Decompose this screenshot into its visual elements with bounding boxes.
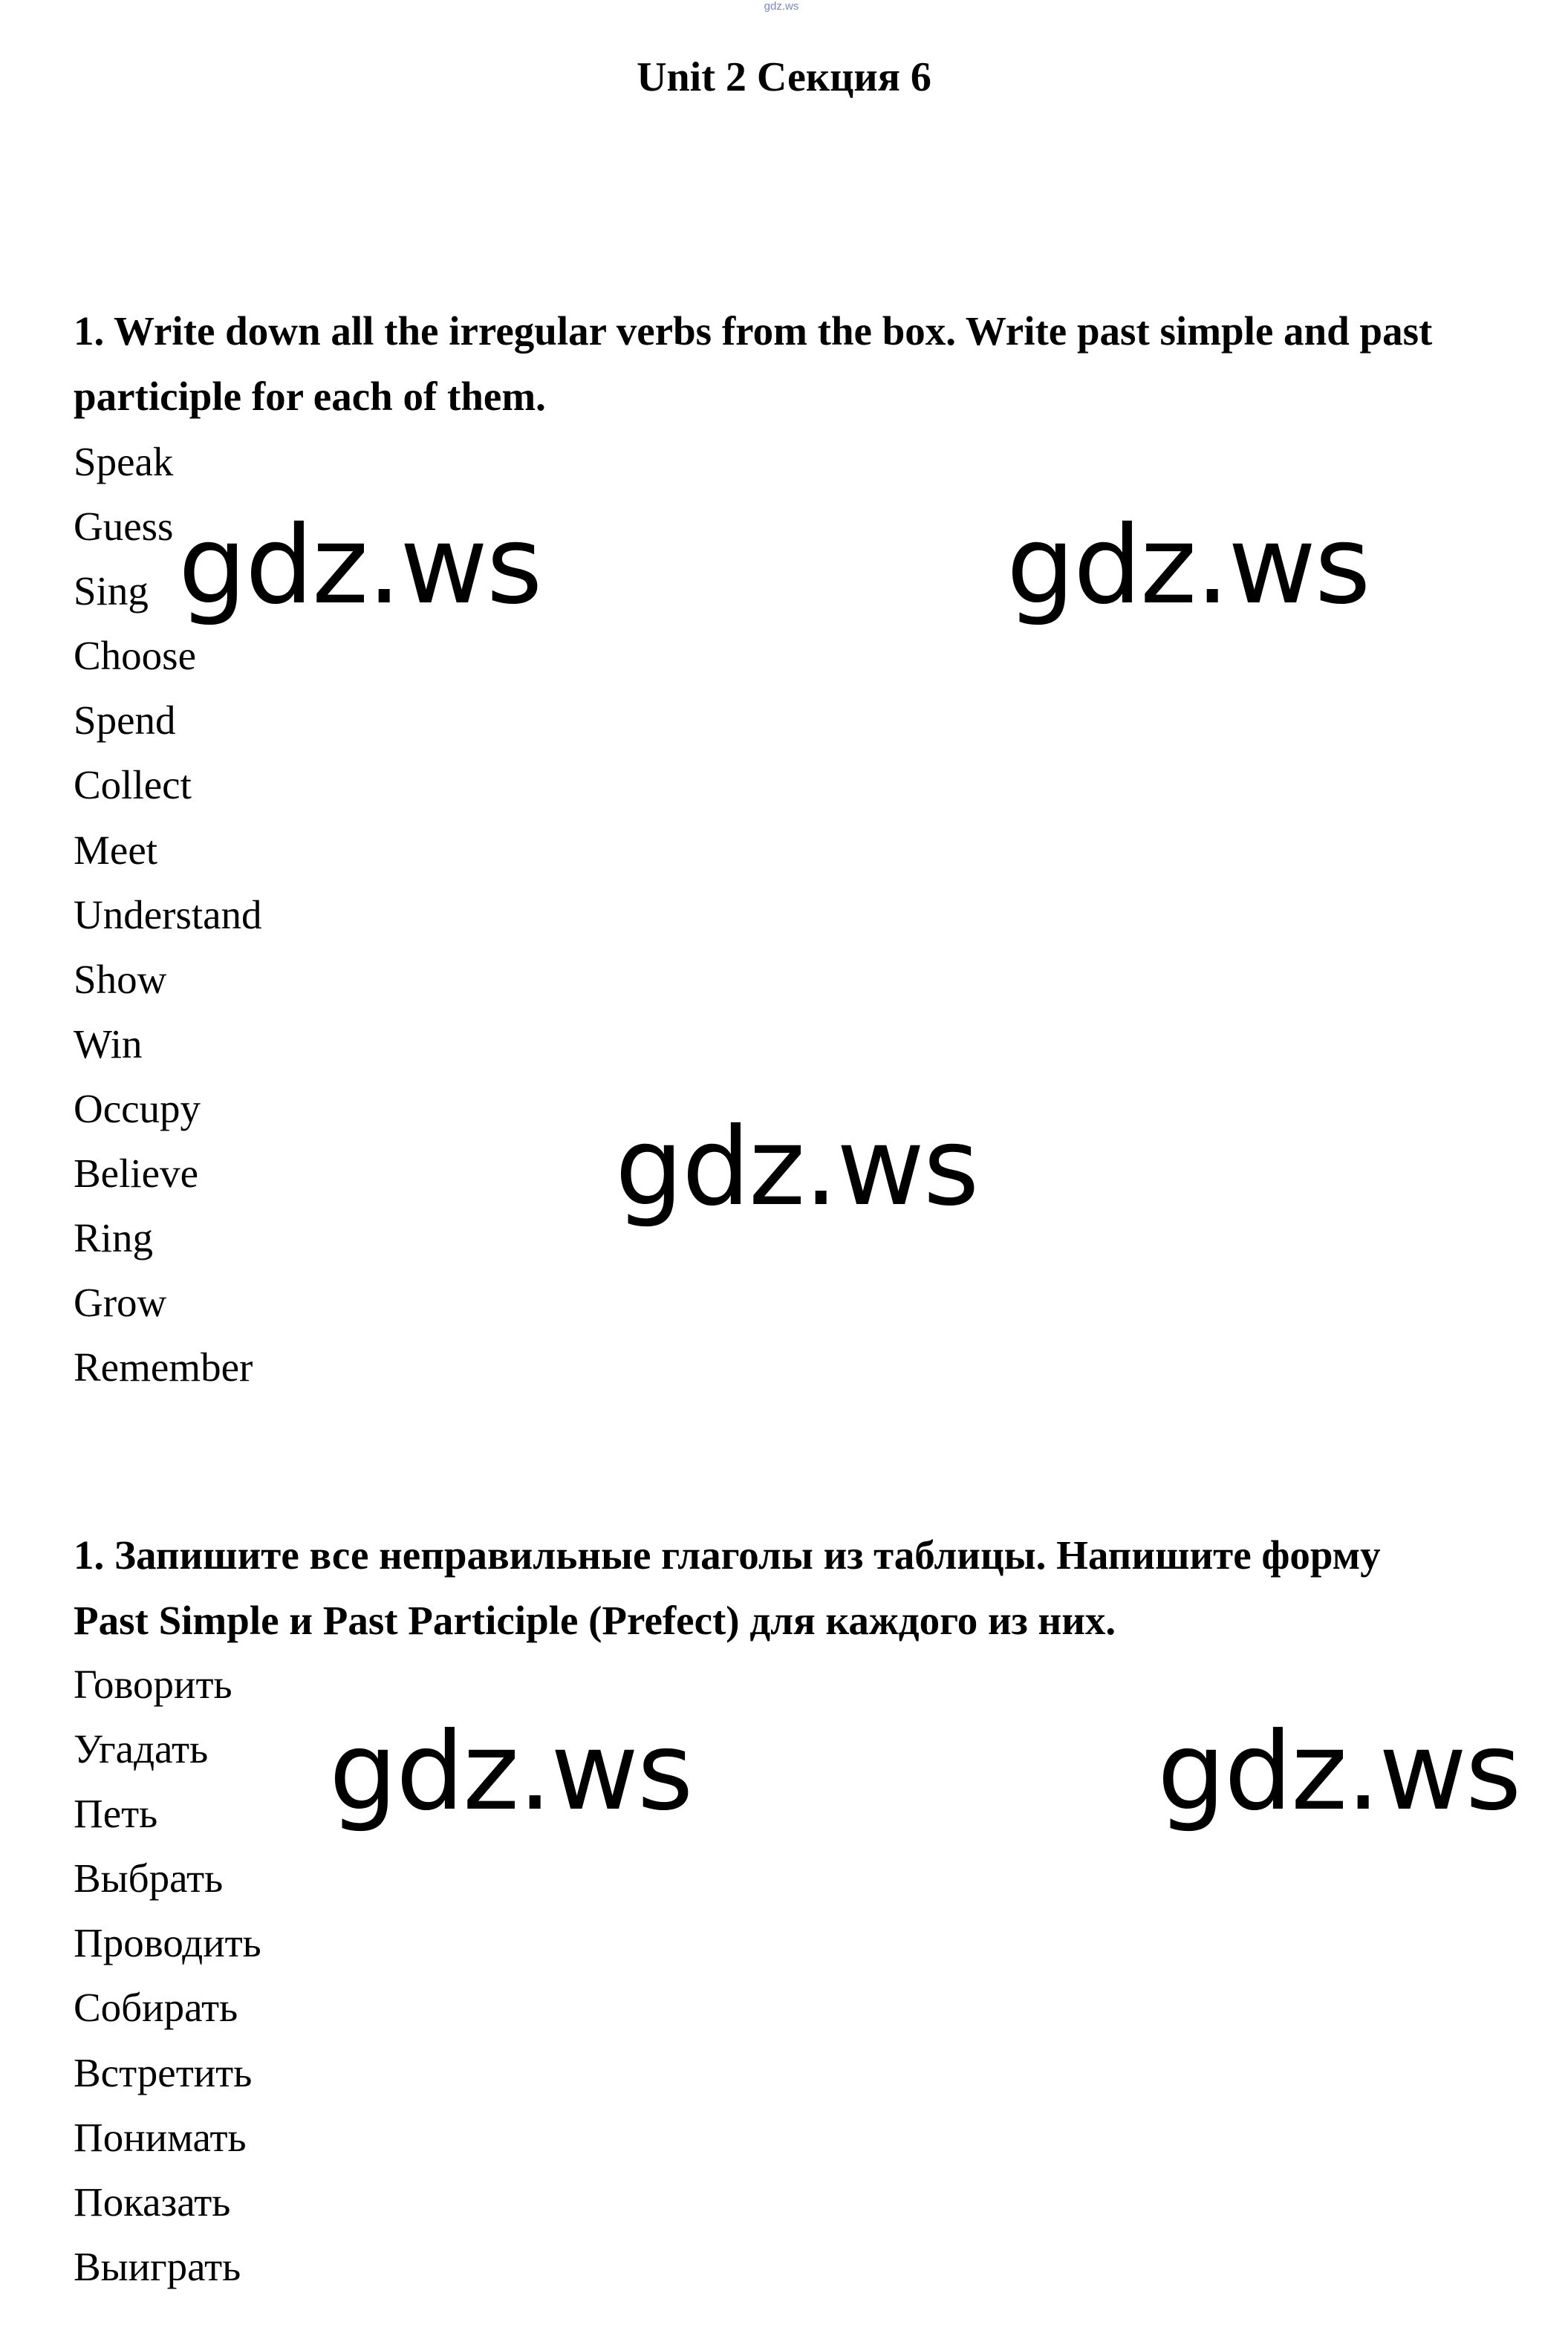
list-item: Говорить (74, 1662, 232, 1707)
task-heading-en-line2: participle for each of them. (74, 374, 546, 419)
task-heading-ru (74, 1523, 1529, 1653)
list-item: Выбрать (74, 1855, 224, 1902)
watermark: gdz.ws (1157, 1709, 1520, 1835)
list-item: Петь (74, 1791, 158, 1837)
header-watermark: gdz.ws (764, 0, 799, 13)
list-item: Понимать (74, 2114, 247, 2160)
list-item: Spend (74, 697, 176, 744)
watermark: gdz.ws (329, 1709, 692, 1835)
watermark: gdz.ws (178, 503, 541, 628)
list-item: Sing (74, 568, 149, 614)
task-heading-ru-line1: 1. Запишите все неправильные глаголы из таблицы. Напишите форму (74, 1532, 1381, 1578)
list-item: Встретить (74, 2049, 253, 2095)
list-item: Guess (74, 504, 174, 550)
list-item: Choose (74, 633, 196, 679)
list-item: Проводить (74, 1920, 261, 1966)
watermark: gdz.ws (1006, 503, 1370, 628)
list-item: Occupy (74, 1085, 201, 1131)
list-item: Believe (74, 1151, 198, 1197)
word-list-ru (74, 1652, 261, 2299)
list-item: Показать (74, 2179, 231, 2225)
list-item: Understand (74, 891, 262, 937)
list-item: Speak (74, 439, 174, 484)
list-item: Show (74, 956, 167, 1002)
task-heading-ru-line2: Past Simple и Past Participle (Prefect) для каждого из них. (74, 1598, 1116, 1643)
list-item: Угадать (74, 1726, 209, 1772)
task-heading-en-line1: 1. Write down all the irregular verbs from the box. Write past simple and past (74, 308, 1433, 354)
list-item: Выиграть (74, 2243, 241, 2289)
list-item: Ring (74, 1215, 153, 1261)
list-item: Meet (74, 827, 158, 873)
list-item: Grow (74, 1280, 167, 1326)
list-item: Собирать (74, 1985, 238, 2031)
task-heading-en (74, 299, 1529, 429)
list-item: Remember (74, 1344, 253, 1390)
list-item: Win (74, 1021, 143, 1067)
list-item: Collect (74, 762, 192, 808)
watermark: gdz.ws (615, 1105, 978, 1230)
page-title: Unit 2 Секция 6 (637, 54, 931, 100)
